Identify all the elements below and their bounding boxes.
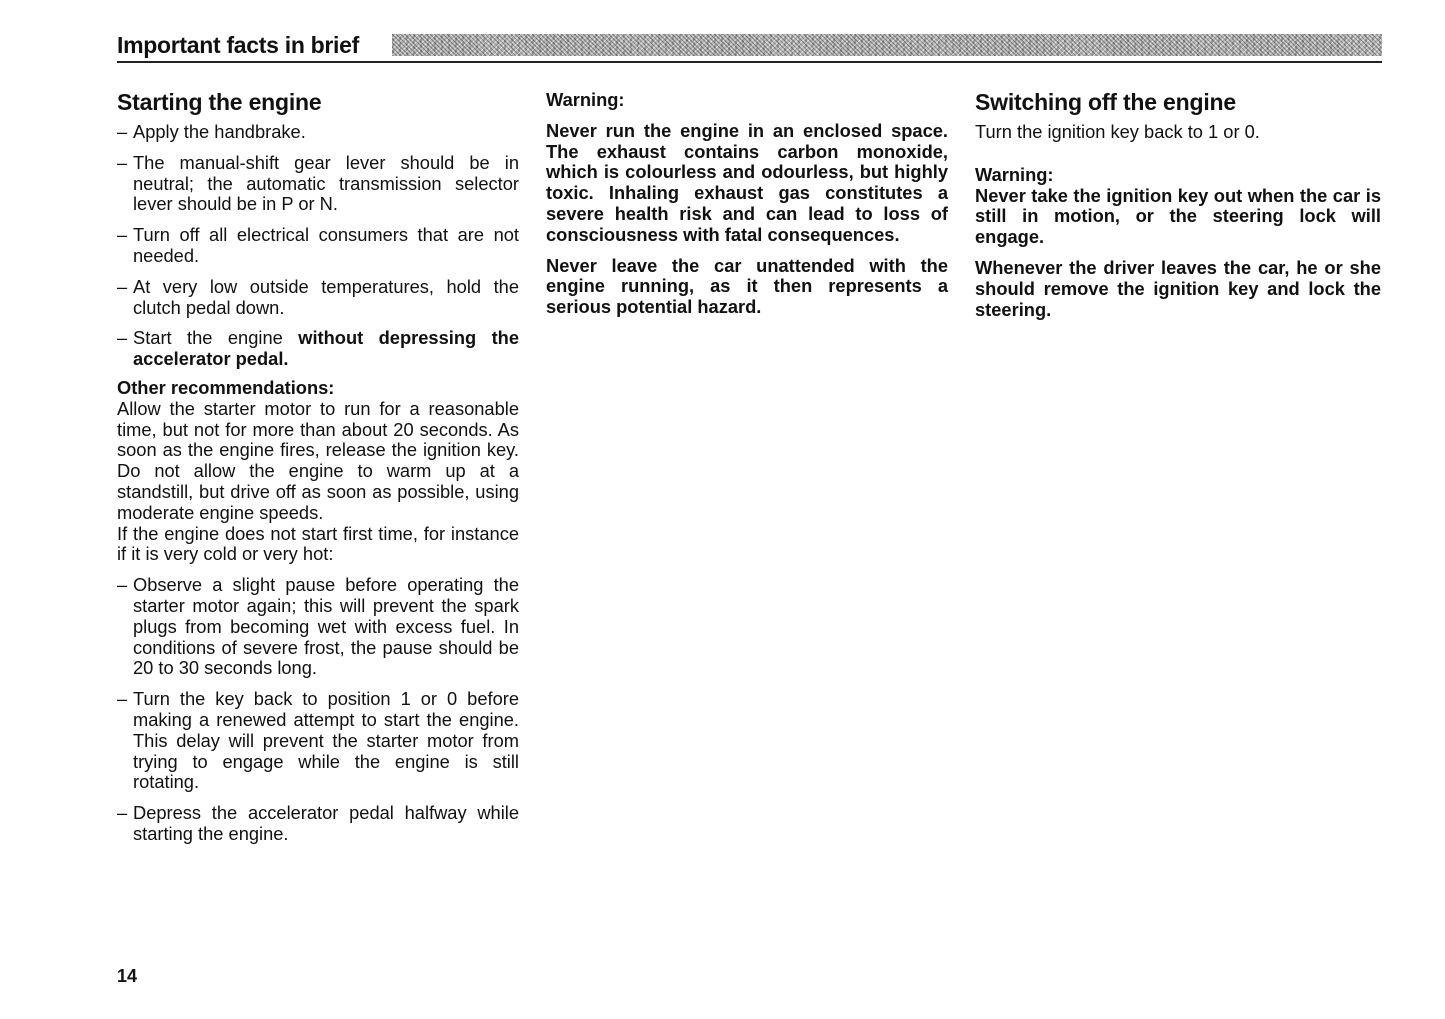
list-item: – Observe a slight pause before operating the starter motor again; this will prevent the spark plugs from becoming wet with excess fuel. In conditions of severe frost, the pause should be 20 to 30 seconds long.	[117, 575, 519, 679]
header-pattern-band	[392, 34, 1382, 56]
list-item: – The manual-shift gear lever should be in neutral; the automatic transmission selector lever should be in P or N.	[117, 153, 519, 215]
warning-paragraph-leave-car: Whenever the driver leaves the car, he or she should remove the ignition key and lock the steering.	[975, 256, 1381, 320]
retry-steps-list	[117, 575, 519, 845]
list-item: – Turn off all electrical consumers that are not needed.	[117, 225, 519, 267]
warning-label: Warning:	[975, 163, 1054, 185]
header-title: Important facts in brief	[117, 30, 369, 60]
other-recommendations-heading: Other recommendations:	[117, 376, 335, 398]
step-bold-text: without depressing the accelerator pedal.	[133, 327, 520, 370]
other-recommendations-text: Allow the starter motor to run for a reasonable time, but not for more than about 20 seconds. As soon as the engine fires, release the ignition key. Do not allow the engine to warm up at a standstill, but drive off as soon as possible, using moderate engine speeds.	[117, 397, 519, 523]
list-item: – Turn the key back to position 1 or 0 before making a renewed attempt to start the engine. This delay will prevent the starter motor from trying to engage while the engine is still rotating.	[117, 689, 519, 793]
column-warning	[546, 88, 948, 318]
starting-steps-list	[117, 122, 519, 370]
not-start-text: If the engine does not start first time, for instance if it is very cold or very hot:	[117, 522, 519, 565]
step-text: Start the engine	[133, 327, 299, 349]
warning-label: Warning:	[546, 89, 625, 110]
page-number: 14	[117, 966, 138, 986]
section-title-switching: Switching off the engine	[975, 89, 1236, 115]
column-switching-off	[975, 88, 1381, 320]
warning-paragraph-ignition-key: Never take the ignition key out when the car is still in motion, or the steering lock will engage.	[975, 184, 1381, 248]
list-item: – At very low outside temperatures, hold the clutch pedal down.	[117, 277, 519, 319]
switching-text: Turn the ignition key back to 1 or 0.	[975, 121, 1260, 142]
warning-paragraph-enclosed-space: Never run the engine in an enclosed space. The exhaust contains carbon monoxide, which is colourless and odourless, but highly toxic. Inhaling exhaust gas constitutes a severe health risk and can lead to loss of consciousness with fatal consequences.	[546, 119, 948, 245]
list-item: – Apply the handbrake.	[117, 122, 519, 143]
column-starting-engine	[117, 88, 519, 855]
list-item: – Depress the accelerator pedal halfway while starting the engine.	[117, 803, 519, 845]
header-rule	[117, 61, 1382, 63]
warning-paragraph-unattended: Never leave the car unattended with the engine running, as it then represents a serious potential hazard.	[546, 254, 948, 318]
section-title-starting: Starting the engine	[117, 89, 322, 115]
page-header	[117, 30, 1382, 60]
list-item	[117, 328, 519, 370]
